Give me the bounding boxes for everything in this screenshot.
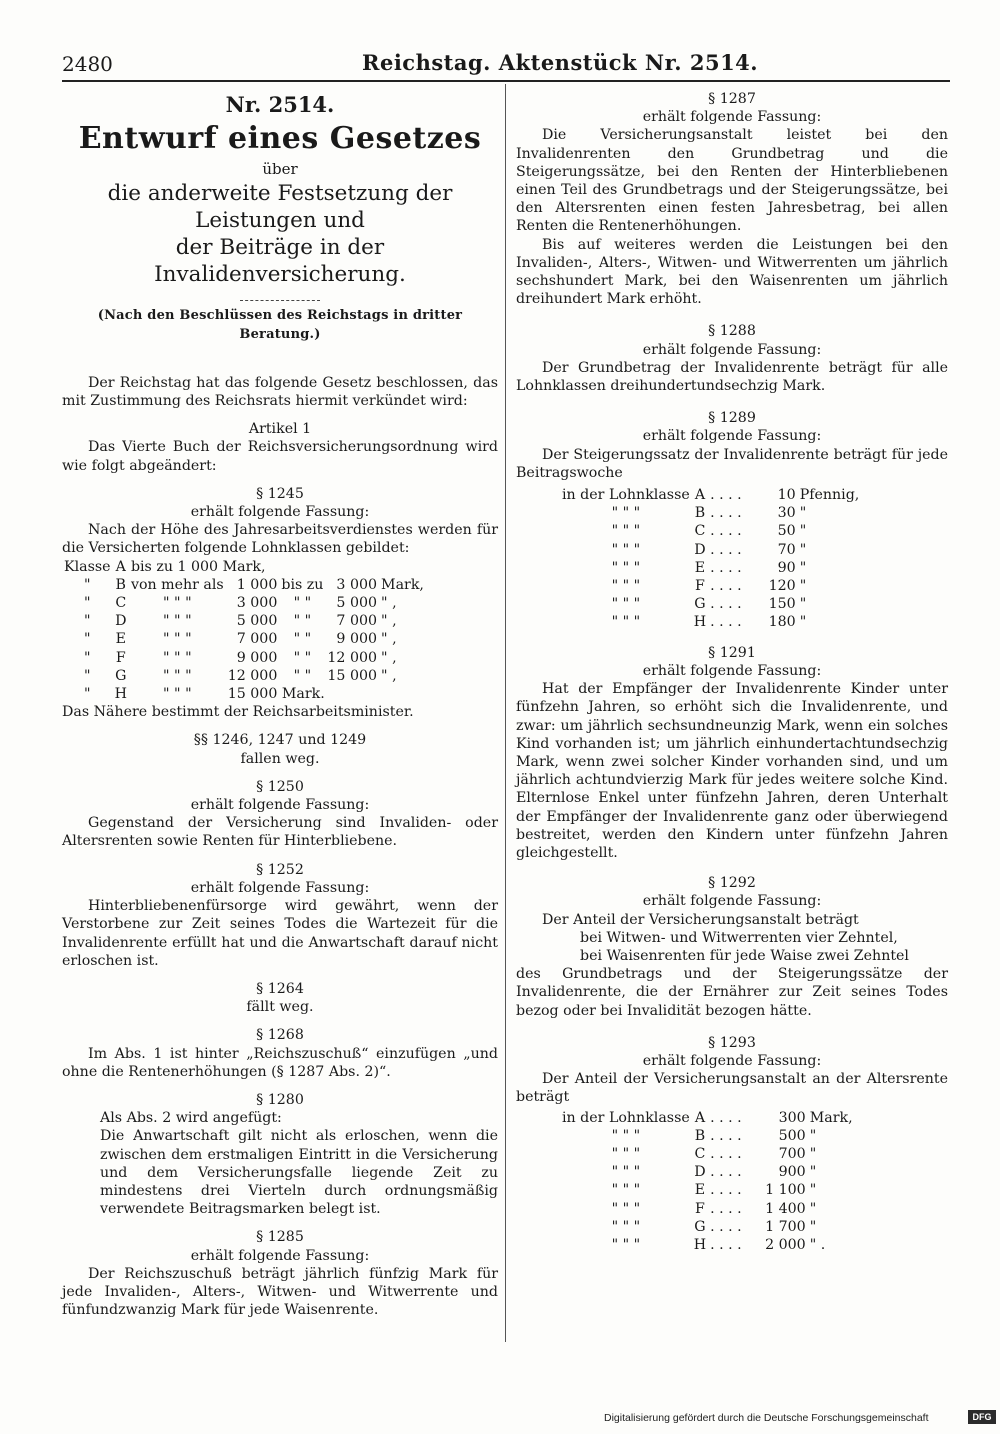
share-class: G [694, 1218, 706, 1235]
table-row [560, 1127, 855, 1145]
section-1252-heading: § 1252 [256, 861, 304, 878]
rate-value: 10 [777, 487, 796, 504]
rate-dots: . . . . [710, 505, 742, 522]
rate-lead: " " " [611, 559, 641, 576]
rate-unit: " [799, 541, 807, 558]
rate-dots: . . . . [710, 487, 742, 504]
class-letter: H [114, 686, 127, 703]
share-lead: " " " [611, 1236, 641, 1253]
share-dots: . . . . [710, 1218, 742, 1235]
share-unit: " [809, 1164, 817, 1181]
section-1288-paragraph: Der Grundbetrag der Invalidenrente beträgt für alle Lohnklassen dreihundertundsechzig Mark. [516, 359, 948, 395]
class-pre: " " " [163, 631, 192, 648]
class-lead: " [84, 667, 91, 684]
class-unit: " , [381, 613, 397, 630]
table-row [560, 541, 861, 559]
share-lead: " " " [611, 1164, 641, 1181]
share-class: E [694, 1182, 706, 1199]
section-1291-paragraph: Hat der Empfänger der Invalidenrente Kinder unter fünfzehn Jahren, so erhöht sich die Invalidenrente, und zwar: um jährlich sechsundneunzig Mark, wenn ein solches Kind vorhanden ist; um jährlich einhundertachtundsechzig Mark, wenn zwei solcher Kinder vorhanden sind, und um jährlich achtundvierzig Mark für jedes weitere solche Kind. Elternlose Enkel unter fünfzehn Jahren, deren Unterhalt der Empfänger der Invalidenrente ganz oder überwiegend bestreitet, werden den Kindern unter fünfzehn Jahren gleichgestellt. [516, 681, 948, 861]
digitization-credit: Digitalisierung gefördert durch die Deutsche Forschungsgemeinschaft [604, 1412, 929, 1424]
table-row [62, 685, 426, 703]
class-mid: " " [293, 595, 312, 612]
share-unit: " [809, 1200, 817, 1217]
class-letter: B [115, 576, 126, 593]
document-ueber: über [262, 160, 298, 179]
section-1292-subheading: erhält folgende Fassung: [642, 893, 822, 910]
share-class: B [694, 1127, 706, 1144]
class-pre: von mehr als [130, 576, 224, 593]
section-1285-subheading: erhält folgende Fassung: [190, 1247, 370, 1264]
rate-unit: " [799, 578, 807, 595]
share-dots: . . . . [710, 1200, 742, 1217]
section-1289-subheading: erhält folgende Fassung: [642, 428, 822, 445]
share-value: 1 100 [765, 1182, 806, 1199]
table-row [62, 667, 426, 685]
rate-class: B [694, 505, 706, 522]
class-pre: " " " [163, 649, 192, 666]
rate-class: A [694, 487, 706, 504]
rate-class: H [693, 614, 707, 631]
section-1293-subheading: erhält folgende Fassung: [642, 1052, 822, 1069]
section-1292-heading: § 1292 [708, 875, 756, 892]
class-letter: D [115, 613, 127, 630]
document-subtitle [62, 180, 498, 288]
rate-value: 180 [768, 614, 796, 631]
document-title: Entwurf eines Gesetzes [78, 121, 482, 157]
rate-lead: " " " [611, 505, 641, 522]
section-1288-heading: § 1288 [708, 323, 756, 340]
class-to: 9 000 [336, 631, 378, 648]
running-title: Reichstag. Aktenstück Nr. 2514. [362, 50, 759, 75]
right-column [516, 90, 948, 1254]
share-dots: . . . . [710, 1236, 742, 1253]
section-1292-line-2: bei Witwen- und Witwerrenten vier Zehntel, [580, 929, 898, 946]
table-row [62, 612, 426, 630]
table-row [560, 595, 861, 613]
rate-value: 30 [777, 505, 796, 522]
class-range: bis zu 1 000 Mark, [130, 558, 266, 575]
share-lead: " " " [611, 1218, 641, 1235]
share-lead: in der Lohnklasse [562, 1109, 690, 1126]
dfg-logo: DFG [968, 1410, 996, 1424]
share-value: 900 [778, 1164, 806, 1181]
section-1280-paragraph: Die Anwartschaft gilt nicht als erloschen, wenn die zwischen dem erstmaligen Eintritt in die Versicherung und dem Versicherungsfalle liegende Zeit zu mindestens drei Vierteln durch ordnungsmäßig verwendete Beitragsmarken belegt ist. [100, 1128, 498, 1218]
rate-class: F [695, 578, 705, 595]
class-pre: " " " [163, 613, 192, 630]
section-1291-heading: § 1291 [708, 644, 756, 661]
deliberation-note: (Nach den Beschlüssen des Reichstags in dritter Beratung.) [97, 308, 463, 342]
rate-unit: " [799, 614, 807, 631]
class-lead: " [84, 613, 91, 630]
share-class: A [694, 1109, 706, 1126]
section-1287-paragraph-1: Die Versicherungsanstalt leistet bei den Invalidenrenten den Grundbetrag und die Steigerungssätze, bei den Renten der Hinterbliebenen einen Teil des Grundbetrags und der Steigerungssätze, bei den Altersrenten einen festen Jahresbetrag, bei allen Renten die Rentenerhöhungen. [516, 127, 948, 235]
class-mid: bis zu [281, 576, 324, 593]
wage-class-table [62, 558, 426, 704]
rate-dots: . . . . [710, 578, 742, 595]
section-1287-heading: § 1287 [708, 91, 756, 107]
rate-unit: " [799, 523, 807, 540]
class-pre: " " " [163, 686, 192, 703]
class-from: 5 000 [236, 613, 278, 630]
rate-class: G [694, 596, 706, 613]
rate-unit: " [799, 559, 807, 576]
class-lead: " [84, 631, 91, 648]
table-row [62, 558, 426, 576]
class-letter: A [115, 558, 126, 575]
class-from: 9 000 [236, 649, 278, 666]
share-value: 1 700 [765, 1218, 806, 1235]
rate-lead: " " " [611, 614, 641, 631]
table-row [560, 613, 861, 631]
rate-unit: " [799, 596, 807, 613]
section-1287-paragraph-2: Bis auf weiteres werden die Leistungen bei den Invaliden-, Alters-, Witwen- und Witwerrenten um jährlich sechshundert Mark, bei den Waisenrenten um jährlich dreihundert Mark erhöht. [516, 236, 948, 308]
separator-dashes [240, 300, 320, 301]
table-row [62, 630, 426, 648]
rate-lead: " " " [611, 596, 641, 613]
class-letter: F [115, 649, 126, 666]
rate-dots: . . . . [710, 541, 742, 558]
share-unit: " [809, 1145, 817, 1162]
rate-class: D [694, 541, 706, 558]
class-from: 1 000 [236, 576, 278, 593]
table-row [560, 486, 861, 504]
share-value: 500 [778, 1127, 806, 1144]
class-mid: " " [293, 649, 312, 666]
rate-lead: " " " [611, 523, 641, 540]
table-row [560, 577, 861, 595]
share-unit: " [809, 1182, 817, 1199]
section-1246-subheading: fallen weg. [240, 750, 320, 767]
section-1264-subheading: fällt weg. [246, 999, 314, 1016]
share-dots: . . . . [710, 1164, 742, 1181]
class-unit: Mark, [381, 576, 424, 593]
class-from: 12 000 [227, 667, 278, 684]
share-lead: " " " [611, 1200, 641, 1217]
section-1250-heading: § 1250 [256, 778, 304, 795]
page-number: 2480 [62, 52, 113, 76]
class-unit: " , [381, 631, 397, 648]
column-divider [505, 84, 506, 1342]
share-lead: " " " [611, 1145, 641, 1162]
class-letter: C [115, 595, 127, 612]
rate-unit: " [799, 505, 807, 522]
class-mid: " " [293, 667, 312, 684]
share-value: 1 400 [765, 1200, 806, 1217]
section-1289-heading: § 1289 [708, 410, 756, 427]
intro-paragraph: Der Reichstag hat das folgende Gesetz beschlossen, das mit Zustimmung des Reichsrats hiermit verkündet wird: [62, 374, 498, 410]
class-unit: " , [381, 649, 397, 666]
table-row [62, 576, 426, 594]
section-1280-subheading: Als Abs. 2 wird angefügt: [100, 1110, 282, 1127]
header-rule [62, 80, 950, 82]
section-1245-closing: Das Nähere bestimmt der Reichsarbeitsminister. [62, 704, 414, 721]
section-1280-heading: § 1280 [256, 1091, 304, 1108]
share-dots: . . . . [710, 1109, 742, 1126]
section-1250-subheading: erhält folgende Fassung: [190, 797, 370, 814]
share-value: 700 [778, 1145, 806, 1162]
rate-value: 150 [768, 596, 796, 613]
subtitle-line-1: die anderweite Festsetzung der Leistungen und [107, 181, 453, 234]
share-value: 2 000 [765, 1236, 806, 1253]
document-number: Nr. 2514. [225, 92, 335, 117]
section-1289-paragraph: Der Steigerungssatz der Invalidenrente beträgt für jede Beitragswoche [516, 446, 948, 481]
class-from: 3 000 [236, 595, 278, 612]
class-letter: G [115, 667, 127, 684]
section-1292-line-1: Der Anteil der Versicherungsanstalt beträgt [542, 911, 859, 928]
share-lead: " " " [611, 1127, 641, 1144]
share-dots: . . . . [710, 1127, 742, 1144]
old-age-share-table [560, 1109, 855, 1255]
class-from: 7 000 [236, 631, 278, 648]
share-class: C [694, 1145, 706, 1162]
class-unit: " , [381, 595, 397, 612]
rate-lead: in der Lohnklasse [562, 487, 690, 504]
section-1268-heading: § 1268 [256, 1027, 304, 1044]
rate-class: E [694, 559, 706, 576]
rate-unit: Pfennig, [799, 487, 860, 504]
rate-dots: . . . . [710, 614, 742, 631]
subtitle-line-2: der Beiträge in der Invalidenversicherung. [154, 235, 406, 288]
share-unit: Mark, [809, 1109, 853, 1126]
table-row [560, 1109, 855, 1127]
class-to: 7 000 [336, 613, 378, 630]
class-from: 15 000 Mark. [227, 686, 325, 703]
rate-lead: " " " [611, 578, 641, 595]
section-1245-subheading: erhält folgende Fassung: [190, 504, 370, 521]
rate-value: 50 [777, 523, 796, 540]
class-lead: " [84, 649, 91, 666]
rate-dots: . . . . [710, 596, 742, 613]
section-1285-paragraph: Der Reichszuschuß beträgt jährlich fünfzig Mark für jede Invaliden-, Alters-, Witwen- und Witwerrente und fünfundzwanzig Mark für jede Waisenrente. [62, 1265, 498, 1319]
section-1291-subheading: erhält folgende Fassung: [642, 662, 822, 679]
page-header [62, 48, 950, 80]
artikel-heading: Artikel 1 [248, 421, 312, 438]
section-1252-subheading: erhält folgende Fassung: [190, 879, 370, 896]
section-1245-paragraph: Nach der Höhe des Jahresarbeitsverdienstes werden für die Versicherten folgende Lohnklassen gebildet: [62, 522, 498, 557]
share-class: D [694, 1164, 706, 1181]
class-lead: " [84, 686, 91, 703]
class-unit: " , [381, 667, 397, 684]
share-unit: " . [809, 1236, 826, 1253]
table-row [62, 594, 426, 612]
rate-dots: . . . . [710, 523, 742, 540]
rate-value: 70 [777, 541, 796, 558]
section-1292-paragraph: des Grundbetrags und der Steigerungssätze der Invalidenrente, die der Ernährer zur Zeit seines Todes bezog oder bei Invalidität bezogen hätte. [516, 966, 948, 1019]
section-1268-paragraph: Im Abs. 1 ist hinter „Reichszuschuß“ einzufügen „und ohne die Rentenerhöhungen (§ 1287 Abs. 2)“. [62, 1045, 498, 1080]
class-letter: E [115, 631, 126, 648]
section-1252-paragraph: Hinterbliebenenfürsorge wird gewährt, wenn der Verstorbene zur Zeit seines Todes die Wartezeit für die Invalidenrente erfüllt hat und die Anwartschaft darauf nicht erloschen ist. [62, 898, 498, 969]
rate-dots: . . . . [710, 559, 742, 576]
class-pre: " " " [163, 667, 192, 684]
share-unit: " [809, 1127, 817, 1144]
table-row [560, 1236, 855, 1254]
class-lead: " [84, 576, 91, 593]
share-value: 300 [778, 1109, 806, 1126]
table-row [62, 649, 426, 667]
class-mid: " " [293, 631, 312, 648]
share-dots: . . . . [710, 1145, 742, 1162]
share-dots: . . . . [710, 1182, 742, 1199]
table-row [560, 522, 861, 540]
section-1293-paragraph: Der Anteil der Versicherungsanstalt an der Altersrente beträgt [516, 1071, 948, 1106]
share-unit: " [809, 1218, 817, 1235]
section-1245-heading: § 1245 [256, 485, 304, 502]
share-class: F [695, 1200, 705, 1217]
artikel-paragraph: Das Vierte Buch der Reichsversicherungsordnung wird wie folgt abgeändert: [62, 439, 498, 474]
share-lead: " " " [611, 1182, 641, 1199]
table-row [560, 1200, 855, 1218]
table-row [560, 1163, 855, 1181]
class-to: 5 000 [336, 595, 378, 612]
section-1264-heading: § 1264 [256, 980, 304, 997]
section-1285-heading: § 1285 [256, 1229, 304, 1246]
section-1292-line-3: bei Waisenrenten für jede Waise zwei Zehntel [580, 947, 909, 964]
table-row [560, 1218, 855, 1236]
table-row [560, 504, 861, 522]
table-row [560, 559, 861, 577]
rate-value: 90 [777, 559, 796, 576]
class-lead: " [84, 595, 91, 612]
section-1250-paragraph: Gegenstand der Versicherung sind Invaliden- oder Altersrenten sowie Renten für Hinterbliebene. [62, 815, 498, 850]
table-row [560, 1145, 855, 1163]
class-pre: " " " [163, 595, 192, 612]
table-row [560, 1181, 855, 1199]
rate-class: C [694, 523, 706, 540]
class-to: 12 000 [327, 649, 378, 666]
class-to: 15 000 [327, 667, 378, 684]
share-class: H [693, 1236, 707, 1253]
increment-rate-table [560, 486, 861, 632]
section-1288-subheading: erhält folgende Fassung: [642, 341, 822, 358]
class-lead: Klasse [64, 558, 111, 575]
class-mid: " " [293, 613, 312, 630]
section-1293-heading: § 1293 [708, 1034, 756, 1051]
section-1246-heading: §§ 1246, 1247 und 1249 [193, 732, 367, 749]
left-column [62, 90, 498, 1319]
section-1287-subheading: erhält folgende Fassung: [642, 109, 822, 126]
rate-lead: " " " [611, 541, 641, 558]
class-to: 3 000 [336, 576, 378, 593]
rate-value: 120 [768, 578, 796, 595]
